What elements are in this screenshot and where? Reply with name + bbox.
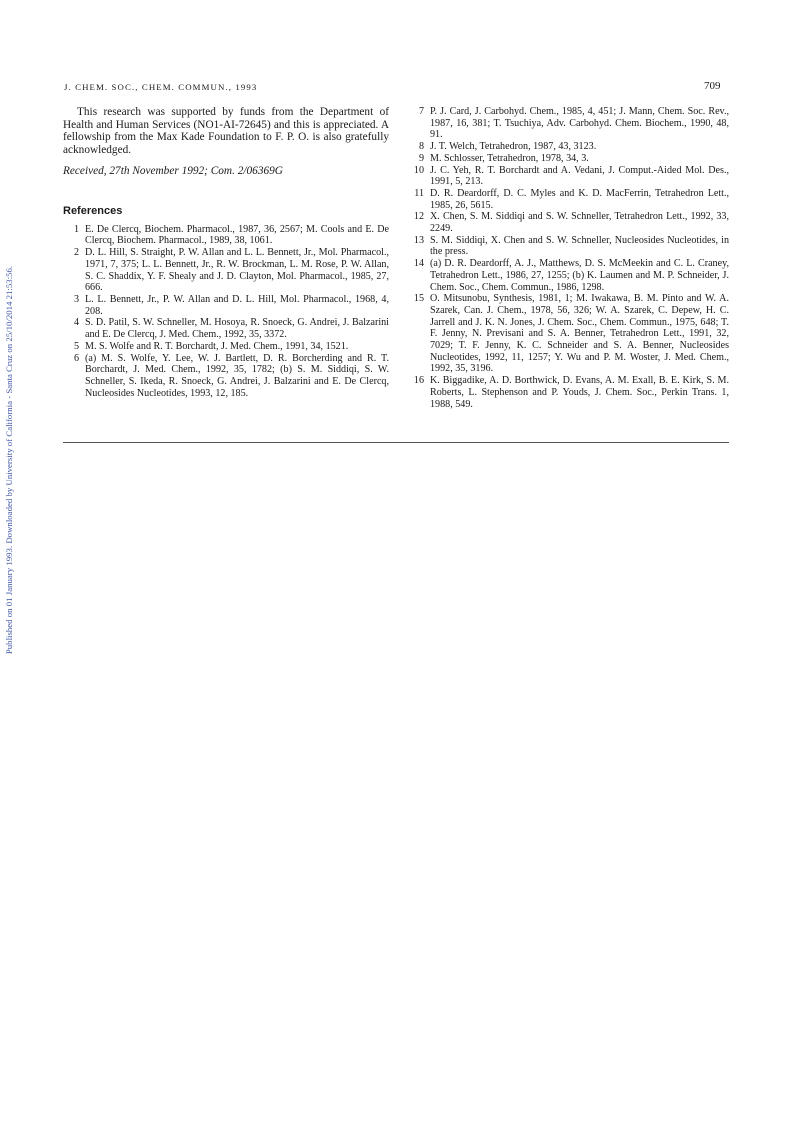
download-stamp-text: Published on 01 January 1993. Downloaded by University of California - Santa Cruz on 25/10/2014 21:53:56.: [4, 265, 14, 655]
reference-number: 1: [73, 223, 79, 235]
reference-text: M. Schlosser, Tetrahedron, 1978, 34, 3.: [430, 152, 589, 164]
reference-number: 16: [413, 375, 424, 387]
left-column: [63, 106, 389, 399]
reference-text: O. Mitsunobu, Synthesis, 1981, 1; M. Iwakawa, B. M. Pinto and W. A. Szarek, Can. J. Chem., 1978, 56, 326; W. A. Szarek, C. Depew, H. C. Jarrell and J. K. N. Jones, J. Chem. Soc., Chem. Commun., 1975, 648; T. F. Jenny, N. Previsani and S. A. Benner, Tetrahedron Lett., 1991, 32, 7029; T. F. Jenny, K. C. Schneider and S. A. Benner, Nucleosides Nucleotides, 1992, 11, 1257; Y. Wu and P. M. Woster, J. Med. Chem., 1992, 35, 3196.: [430, 293, 729, 375]
right-column: [408, 106, 729, 410]
reference-number: 14: [413, 258, 424, 270]
reference-item: [63, 224, 389, 247]
received-line: Received, 27th November 1992; Com. 2/06369G: [63, 165, 283, 178]
acknowledgement-paragraph: This research was supported by funds from the Department of Health and Human Services (NO1-AI-72645) and this is appreciated. A fellowship from the Max Kade Foundation to F. P. O. is also gratefully acknowledged.: [63, 106, 389, 156]
reference-item: [63, 294, 389, 317]
page-number: 709: [704, 80, 721, 92]
reference-text: D. R. Deardorff, D. C. Myles and K. D. MacFerrin, Tetrahedron Lett., 1985, 26, 5615.: [430, 187, 729, 211]
reference-item: [408, 188, 729, 211]
download-stamp: [2, 230, 16, 690]
reference-text: P. J. Card, J. Carbohyd. Chem., 1985, 4, 451; J. Mann, Chem. Soc. Rev., 1987, 16, 381; T. Tsuchiya, Adv. Carbohyd. Chem. Biochem., 1990, 48, 91.: [430, 106, 729, 141]
reference-text: (a) M. S. Wolfe, Y. Lee, W. J. Bartlett, D. R. Borcherding and R. T. Borchardt, J. Med. Chem., 1992, 35, 1782; (b) S. M. Siddiqi, S. W. Schneller, S. Ikeda, R. Snoeck, G. Andrei, J. Balzarini and E. De Clercq, Nucleosides Nucleotides, 1993, 12, 185.: [85, 352, 389, 399]
reference-text: S. M. Siddiqi, X. Chen and S. W. Schneller, Nucleosides Nucleotides, in the press.: [430, 234, 729, 258]
reference-number: 2: [73, 247, 79, 259]
reference-text: E. De Clercq, Biochem. Pharmacol., 1987, 36, 2567; M. Cools and E. De Clercq, Biochem. Pharmacol., 1989, 38, 1061.: [85, 223, 389, 247]
reference-item: [408, 293, 729, 375]
reference-text: L. L. Bennett, Jr., P. W. Allan and D. L. Hill, Mol. Pharmacol., 1968, 4, 208.: [85, 294, 389, 317]
reference-number: 5: [73, 340, 79, 352]
reference-item: [63, 317, 389, 340]
reference-number: 7: [418, 106, 424, 117]
references-heading: References: [63, 205, 123, 218]
reference-item: [408, 235, 729, 258]
reference-item: [408, 106, 729, 141]
reference-number: 11: [414, 187, 424, 199]
reference-text: M. S. Wolfe and R. T. Borchardt, J. Med. Chem., 1991, 34, 1521.: [85, 340, 349, 352]
reference-text: K. Biggadike, A. D. Borthwick, D. Evans, A. M. Exall, B. E. Kirk, S. M. Roberts, L. Stephenson and P. Youds, J. Chem. Soc., Perkin Trans. 1, 1988, 549.: [430, 375, 729, 410]
reference-item: [63, 353, 389, 400]
references-list-left: [63, 224, 389, 400]
reference-item: [408, 165, 729, 188]
reference-text: J. T. Welch, Tetrahedron, 1987, 43, 3123.: [430, 141, 597, 153]
reference-number: 4: [73, 317, 79, 329]
reference-number: 15: [413, 293, 424, 305]
reference-item: [408, 375, 729, 410]
running-header: J. CHEM. SOC., CHEM. COMMUN., 1993: [64, 82, 258, 92]
reference-text: J. C. Yeh, R. T. Borchardt and A. Vedani, J. Comput.-Aided Mol. Des., 1991, 5, 213.: [430, 164, 729, 188]
reference-number: 9: [418, 152, 424, 164]
reference-item: [408, 211, 729, 234]
reference-number: 12: [413, 211, 424, 223]
reference-item: [63, 341, 389, 353]
reference-item: [408, 153, 729, 165]
reference-number: 6: [73, 352, 79, 364]
reference-text: X. Chen, S. M. Siddiqi and S. W. Schneller, Tetrahedron Lett., 1992, 33, 2249.: [430, 211, 729, 235]
reference-number: 13: [413, 234, 424, 246]
bottom-rule: [63, 442, 729, 443]
reference-number: 8: [418, 141, 424, 153]
reference-text: D. L. Hill, S. Straight, P. W. Allan and L. L. Bennett, Jr., Mol. Pharmacol., 1971, 7, 375; L. L. Bennett, Jr., R. W. Brockman, L. M. Rose, P. W. Allan, S. C. Shaddix, Y. F. Shealy and J. D. Clayton, Mol. Pharmacol., 1985, 27, 666.: [85, 247, 389, 294]
reference-item: [408, 141, 729, 153]
reference-text: (a) D. R. Deardorff, A. J., Matthews, D. S. McMeekin and C. L. Craney, Tetrahedron Lett., 1986, 27, 1255; (b) K. Laumen and M. P. Schneider, J. Chem. Soc., Chem. Commun., 1986, 1298.: [430, 258, 729, 293]
reference-number: 3: [73, 294, 79, 305]
reference-text: S. D. Patil, S. W. Schneller, M. Hosoya, R. Snoeck, G. Andrei, J. Balzarini and E. De Clercq, J. Med. Chem., 1992, 35, 3372.: [85, 317, 389, 341]
references-list-right: [408, 106, 729, 410]
reference-item: [63, 247, 389, 294]
reference-item: [408, 258, 729, 293]
reference-number: 10: [413, 164, 424, 176]
